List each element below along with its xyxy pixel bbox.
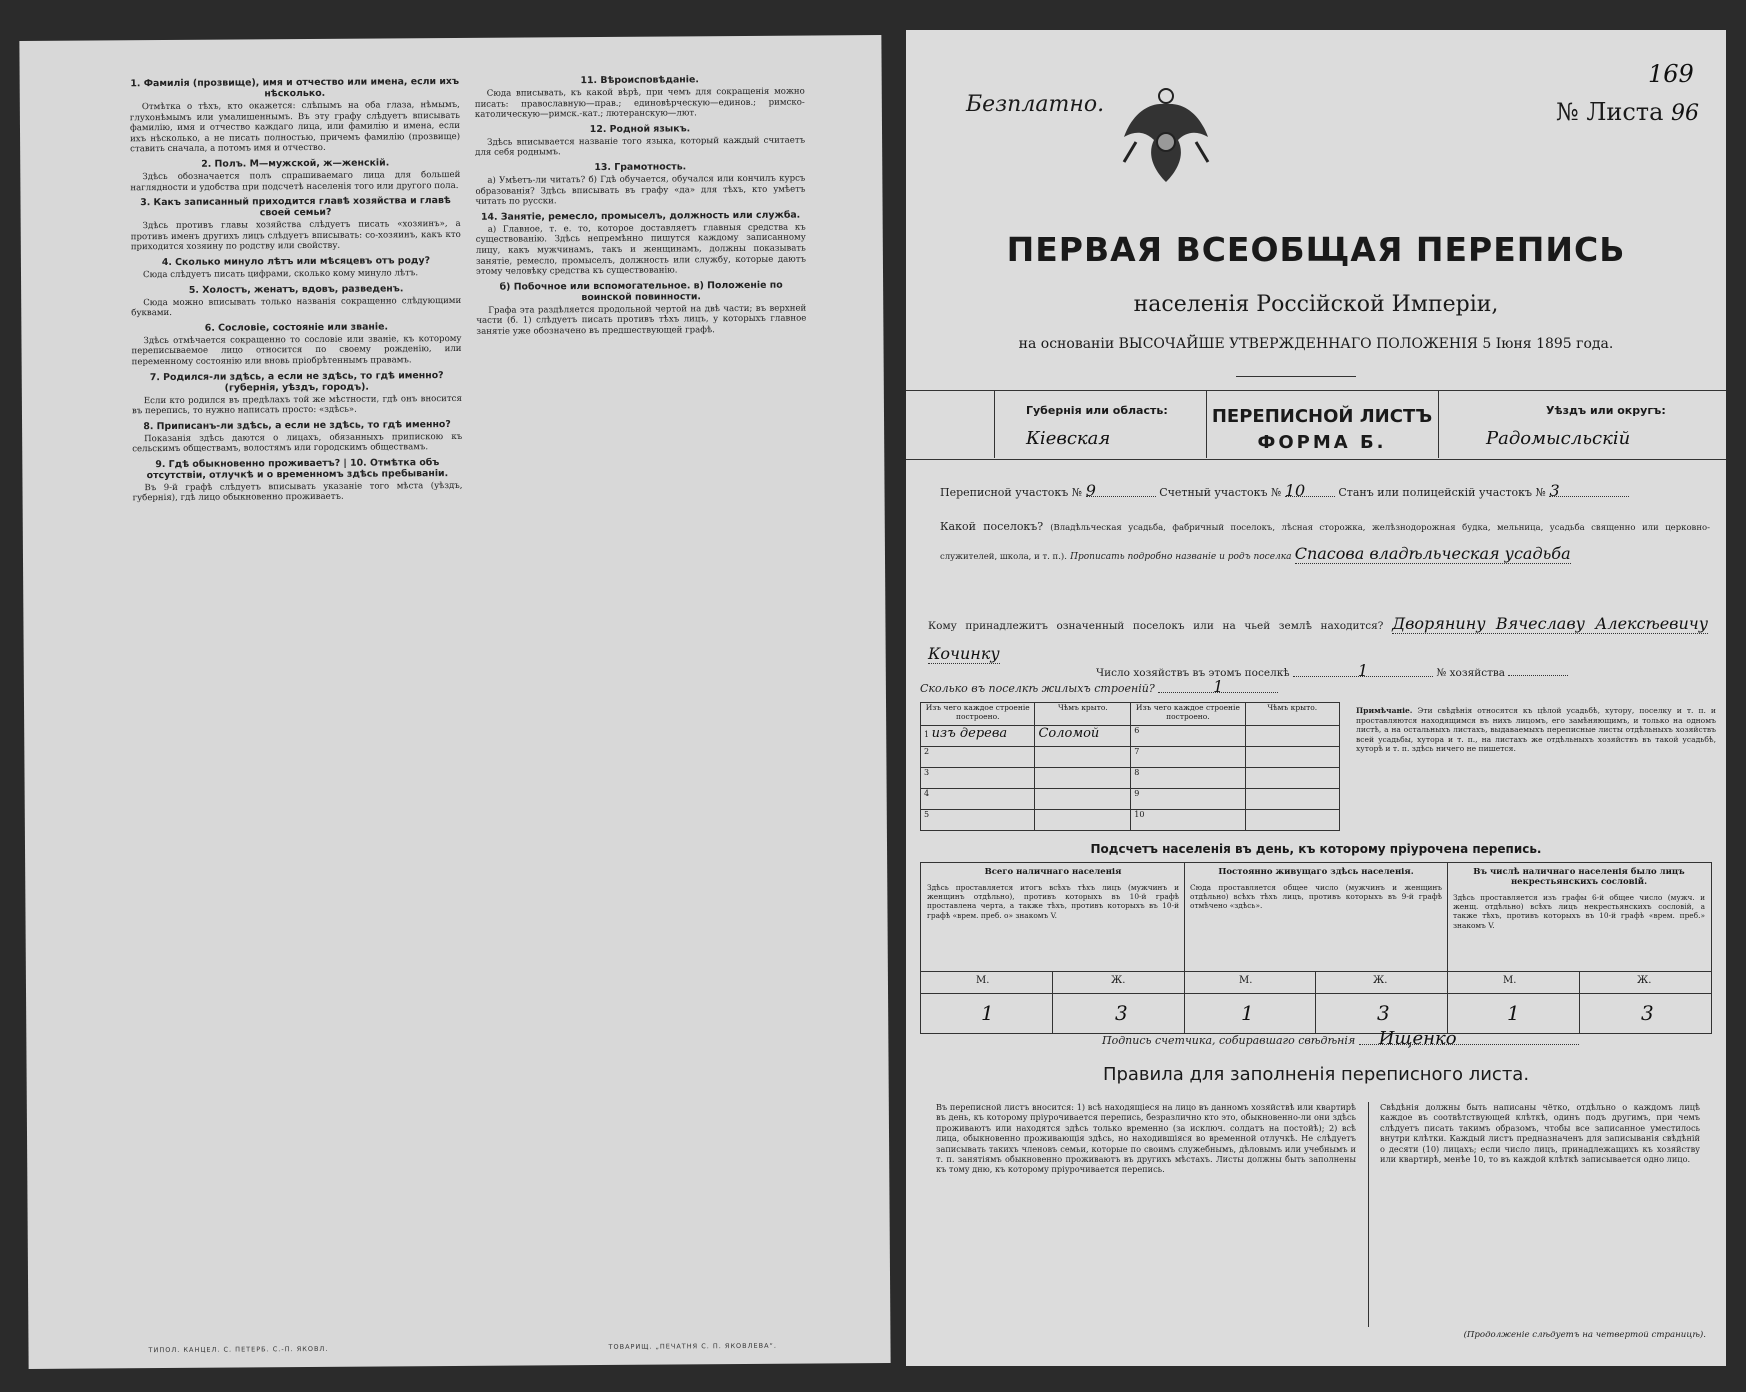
total-population-desc: Здѣсь проставляется итогъ всѣхъ тѣхъ лицъ (мужчинъ и женщинъ отдѣльно), противъ которыхъ въ 10-й графѣ проставлена черта, а также тѣхъ, противъ которыхъ въ 10-й графѣ «врем. преб. о» знакомъ V. bbox=[927, 883, 1179, 920]
non-peasant-desc: Здѣсь проставляется изъ графы 6-й общее число (мужч. и женщ. отдѣльно) всѣхъ лицъ некрестьянскихъ сословій, а также тѣхъ, противъ которыхъ въ 10-й графѣ «врем. преб.» знакомъ V. bbox=[1453, 893, 1705, 930]
col1-section-title: 9. Гдѣ обыкновенно проживаетъ? | 10. Отмѣтка объ отсутствіи, отлучкѣ и о временномъ здѣсь пребываніи. bbox=[146, 456, 449, 482]
col1-section-text: Сюда слѣдуетъ писать цифрами, сколько кому минуло лѣтъ. bbox=[142, 268, 419, 281]
province-label: Губернія или область: bbox=[1026, 404, 1168, 417]
rules-divider bbox=[1368, 1102, 1369, 1327]
count-plot-value: 10 bbox=[1285, 486, 1335, 497]
col1-section-title: 6. Сословіе, состояніе или званіе. bbox=[204, 321, 389, 334]
instructions-column-2 bbox=[475, 70, 814, 1322]
sheet-number-label: № Листа 96 bbox=[1556, 98, 1700, 126]
printer-imprint-right: ТОВАРИЩ. „ПЕЧАТНЯ С. П. ЯКОВЛЕВА“. bbox=[608, 1341, 777, 1351]
settlement-line: Какой поселокъ? (Владѣльческая усадьба, фабричный поселокъ, лѣсная сторожка, желѣзнодорожная будка, мельница, усадьба священно или церковно-служителей, школа, и т. п.). Прописать подробно названіе и родъ поселка Спасова владѣльческая усадьба bbox=[940, 520, 1711, 563]
buildings-line: Сколько въ поселкѣ жилыхъ строеній? 1 bbox=[920, 682, 1320, 694]
material-header-right: Изъ чего каждое строеніе построено. bbox=[1131, 703, 1245, 726]
form-sheet-title: ПЕРЕПИСНОЙ ЛИСТЪ bbox=[1211, 406, 1433, 427]
table-row: 4 9 bbox=[921, 789, 1340, 810]
form-legal-basis: на основаніи ВЫСОЧАЙШЕ УТВЕРЖДЕННАГО ПОЛОЖЕНІЯ 5 Іюня 1895 года. bbox=[1018, 336, 1614, 352]
printer-imprint-left: ТИПОЛ. КАНЦЕЛ. С. ПЕТЕРБ. С.-П. ЯКОВЛ. bbox=[148, 1344, 329, 1355]
header-divider-1 bbox=[994, 390, 995, 458]
district-label: Уѣздъ или округъ: bbox=[1546, 404, 1666, 417]
col1-section-title: 2. Полъ. М—мужской, ж—женскій. bbox=[201, 157, 390, 170]
building-1-material: изъ дерева bbox=[931, 726, 1008, 741]
census-plot-value: 9 bbox=[1086, 486, 1156, 497]
col2-section-title: б) Побочное или вспомогательное. в) Положеніе по воинской повинности. bbox=[499, 279, 783, 303]
owner-value: Дворянину Вячеславу Алексѣевичу Кочинку bbox=[928, 614, 1709, 663]
buildings-note: Примѣчаніе. Эти свѣдѣнія относятся къ цѣлой усадьбѣ, хутору, поселку и т. п. и проставляются находящимся въ нихъ лицомъ, его замѣняющимъ, и только на одномъ листѣ, а на остальныхъ листахъ, выдаваемыхъ переписные листы отдѣльныхъ хозяйствъ всей усадьбы, хутора и т. п., на листахъ же отдѣльныхъ хозяйствъ въ такой усадьбѣ, хуторѣ и т. п. здѣсь ничего не пишется. bbox=[1356, 706, 1716, 754]
permanent-population-desc: Сюда проставляется общее число (мужчинъ и женщинъ отдѣльно) всѣхъ тѣхъ лицъ, противъ которыхъ въ 9-й графѣ отмѣчено «здѣсь». bbox=[1190, 883, 1442, 911]
col2-section-title: 11. Вѣроисповѣданіе. bbox=[580, 74, 699, 87]
zh-label: Ж. bbox=[1637, 975, 1652, 986]
zh-label: Ж. bbox=[1111, 975, 1126, 986]
col1-section-text: Здѣсь противъ главы хозяйства слѣдуетъ писать «хозяинъ», а противъ именъ другихъ лицъ слѣдуетъ вписывать: со-хозяинъ, какъ кто приходится хозяину по родству или свойству. bbox=[130, 219, 461, 253]
col2-section-text: Сюда вписывать, къ какой вѣрѣ, при чемъ для сокращенія можно писать: православную—прав.; единовѣрческую—единов.; римско-католическую—римск.-кат.; лютеранскую—лют. bbox=[474, 86, 805, 121]
non-peasant-male-value: 1 bbox=[1507, 1001, 1520, 1025]
non-peasant-header: Въ числѣ наличнаго населенія было лицъ некрестьянскихъ сословій. bbox=[1473, 867, 1685, 887]
col2-section-text: а) Умѣетъ-ли читать? б) Гдѣ обучается, обучался или кончилъ курсъ образованія? Здѣсь вписывать въ графу «да» для тѣхъ, кто умѣетъ читать по русски. bbox=[475, 173, 806, 208]
settlement-value: Спасова владѣльческая усадьба bbox=[1294, 544, 1571, 563]
non-peasant-female-value: 3 bbox=[1641, 1001, 1654, 1025]
roof-header-left: Чѣмъ крыто. bbox=[1035, 703, 1131, 726]
col1-section-title: 5. Холостъ, женатъ, вдовъ, разведенъ. bbox=[188, 282, 404, 296]
col2-section-text: Здѣсь вписывается названіе того языка, который каждый считаетъ для себя роднымъ. bbox=[475, 135, 806, 159]
buildings-table bbox=[920, 702, 1340, 831]
sheet-number-value: 96 bbox=[1671, 101, 1700, 126]
col1-section-text: Если кто родился въ предѣлахъ той же мѣстности, гдѣ онъ вносится въ перепись, то нужно написать просто: «здѣсь». bbox=[131, 393, 462, 417]
table-row: 1 изъ дерева Соломой 6 bbox=[921, 726, 1340, 747]
col2-section-title: 12. Родной языкъ. bbox=[589, 123, 691, 135]
free-label: Безплатно. bbox=[966, 92, 1105, 117]
col2-section-text: Графа эта раздѣляется продольной чертой на двѣ части; въ верхней части (б. 1) слѣдуетъ писать противъ тѣхъ лицъ, у которыхъ главное занятіе уже обозначено въ предшествующей графѣ. bbox=[476, 303, 807, 337]
col1-section-text: Здѣсь обозначается полъ спрашиваемаго лица для большей наглядности и удобства при подсчетѣ населенія того или другого пола. bbox=[130, 169, 461, 193]
population-count-table bbox=[920, 862, 1712, 1034]
permanent-male-value: 1 bbox=[1241, 1001, 1254, 1025]
col1-section-title: 7. Родился-ли здѣсь, а если не здѣсь, то гдѣ именно? (губернія, уѣздъ, городъ). bbox=[149, 369, 444, 394]
table-row: 2 7 bbox=[921, 747, 1340, 768]
material-header-left: Изъ чего каждое строеніе построено. bbox=[921, 703, 1035, 726]
double-headed-eagle-icon bbox=[1116, 82, 1216, 192]
police-district-value: 3 bbox=[1549, 486, 1629, 497]
m-label: М. bbox=[1503, 975, 1517, 986]
archive-folio-number: 169 bbox=[1648, 60, 1694, 88]
permanent-female-value: 3 bbox=[1377, 1001, 1390, 1025]
instructions-column-1 bbox=[130, 72, 469, 1324]
col1-section-text: Отмѣтка о тѣхъ, кто окажется: слѣпымъ на оба глаза, нѣмымъ, глухонѣмымъ или умалишеннымъ. Въ эту графу слѣдуетъ вписывать фамилію, имя и отчество каждаго лица, или фамилію и имена, если ихъ нѣсколько, а не писать полностью, причемъ фамилію (прозвище) ставить сначала, а потомъ имя и отчество. bbox=[129, 99, 461, 155]
census-plot-line: Переписной участокъ № 9 Счетный участокъ № 10 Станъ или полицейскій участокъ № 3 bbox=[940, 486, 1700, 498]
zh-label: Ж. bbox=[1373, 975, 1388, 986]
permanent-population-header: Постоянно живущаго здѣсь населенія. bbox=[1218, 867, 1414, 877]
form-type-label: ФОРМА Б. bbox=[1257, 432, 1387, 453]
col1-section-text: Здѣсь отмѣчается сокращенно то сословіе или званіе, къ которому переписываемое лицо относится по своему рожденію, или переменному состоянію или вновь пріобрѣтеннымъ правамъ. bbox=[131, 333, 462, 368]
building-1-roof: Соломой bbox=[1038, 726, 1100, 741]
title-rule bbox=[1236, 376, 1356, 377]
rules-left-column: Въ переписной листъ вносится: 1) всѣ находящіеся на лицо въ данномъ хозяйствѣ или квартирѣ въ день, къ которому пріурочивается перепись, безразлично кто это, обыкновенно-ли они здѣсь проживаютъ или находятся здѣсь только временно (за исключ. солдатъ на постойѣ); 2) всѣ лица, обыкновенно проживающія здѣсь, но находившіяся во временной отлучкѣ. Не слѣдуетъ записывать такихъ членовъ семьи, которые по своимъ служебнымъ, дѣловымъ или учебнымъ и т. п. занятіямъ обыкновенно проживаютъ въ другихъ мѣстахъ. Листы должны быть заполнены къ тому дню, къ которому пріурочивается перепись. bbox=[936, 1102, 1356, 1175]
col2-section-title: 13. Грамотность. bbox=[594, 161, 687, 173]
signature-line: Подпись счетчика, собиравшаго свѣдѣнія Ищенко bbox=[1102, 1034, 1702, 1046]
m-label: М. bbox=[1239, 975, 1253, 986]
rules-right-column: Свѣдѣнія должны быть написаны чётко, отдѣльно о каждомъ лицѣ каждое въ соотвѣтствующей клѣткѣ, одинъ подъ другимъ, при чемъ слѣдуетъ писать такимъ образомъ, чтобы все записанное уместилось внутри клѣтки. Каждый листъ предназначенъ для записыванія свѣдѣній о десяти (10) лицахъ; если число лицъ, принадлежащихъ къ хозяйству или квартирѣ, менѣе 10, то въ каждой клѣткѣ записывается одно лицо. bbox=[1380, 1102, 1700, 1165]
roof-header-right: Чѣмъ крыто. bbox=[1245, 703, 1339, 726]
buildings-value: 1 bbox=[1158, 682, 1278, 693]
province-value: Кіевская bbox=[1026, 428, 1111, 449]
district-value: Радомысльскій bbox=[1486, 428, 1631, 449]
m-label: М. bbox=[976, 975, 990, 986]
col2-section-title: 14. Занятіе, ремесло, промыселъ, должность или служба. bbox=[480, 209, 801, 223]
table-row: 5 10 bbox=[921, 810, 1340, 831]
enumerator-signature: Ищенко bbox=[1359, 1034, 1579, 1045]
col1-section-text: Показанія здѣсь даются о лицахъ, обязанныхъ припискою къ сельскимъ обществамъ, волостямъ или городскимъ обществамъ. bbox=[132, 431, 463, 455]
census-form-page bbox=[906, 30, 1726, 1366]
population-count-title: Подсчетъ населенія въ день, къ которому пріурочена перепись. bbox=[1090, 842, 1542, 856]
households-value: 1 bbox=[1293, 666, 1433, 677]
households-line: Число хозяйствъ въ этомъ поселкѣ 1 № хозяйства bbox=[1096, 666, 1696, 678]
instructions-page bbox=[19, 35, 890, 1369]
owner-line: Кому принадлежитъ означенный поселокъ или на чьей землѣ находится? Дворянину Вячеславу Алексѣевичу Кочинку bbox=[928, 614, 1709, 663]
total-female-value: 3 bbox=[1115, 1001, 1128, 1025]
table-row: 3 8 bbox=[921, 768, 1340, 789]
total-population-header: Всего наличнаго населенія bbox=[984, 867, 1122, 877]
rules-title: Правила для заполненія переписного листа. bbox=[1102, 1064, 1530, 1085]
col1-section-text: Въ 9-й графѣ слѣдуетъ вписывать указаніе того мѣста (уѣздъ, губернія), гдѣ лицо обыкновенно проживаетъ. bbox=[132, 480, 463, 504]
col1-section-title: 4. Сколько минуло лѣтъ или мѣсяцевъ отъ роду? bbox=[161, 255, 431, 268]
total-male-value: 1 bbox=[981, 1001, 994, 1025]
col1-section-title: 3. Какъ записанный приходится главѣ хозяйства и главѣ своей семьи? bbox=[140, 195, 451, 219]
col1-section-text: Сюда можно вписывать только названія сокращенно слѣдующими буквами. bbox=[131, 295, 462, 319]
header-divider-3 bbox=[1438, 390, 1439, 458]
col1-section-title: 8. Приписанъ-ли здѣсь, а если не здѣсь, то гдѣ именно? bbox=[143, 418, 451, 432]
col1-section-title: 1. Фамилія (прозвище), имя и отчество или имена, если ихъ нѣсколько. bbox=[130, 75, 460, 100]
col2-section-text: а) Главное, т. е. то, которое доставляетъ главныя средства къ существованію. Здѣсь непремѣнно пишутся каждому записанному лицу, какъ мужчинамъ, такъ и женщинамъ, должны показывать занятіе, ремесло, промыселъ, должность или службу, которые даютъ этому человѣку средства къ существованію. bbox=[475, 222, 806, 277]
rules-continued-note: (Продолженіе слѣдуетъ на четвертой страницѣ). bbox=[1463, 1330, 1706, 1340]
form-main-title: ПЕРВАЯ ВСЕОБЩАЯ ПЕРЕПИСЬ bbox=[1006, 230, 1626, 269]
form-subtitle: населенія Россійской Имперіи, bbox=[1133, 292, 1499, 317]
